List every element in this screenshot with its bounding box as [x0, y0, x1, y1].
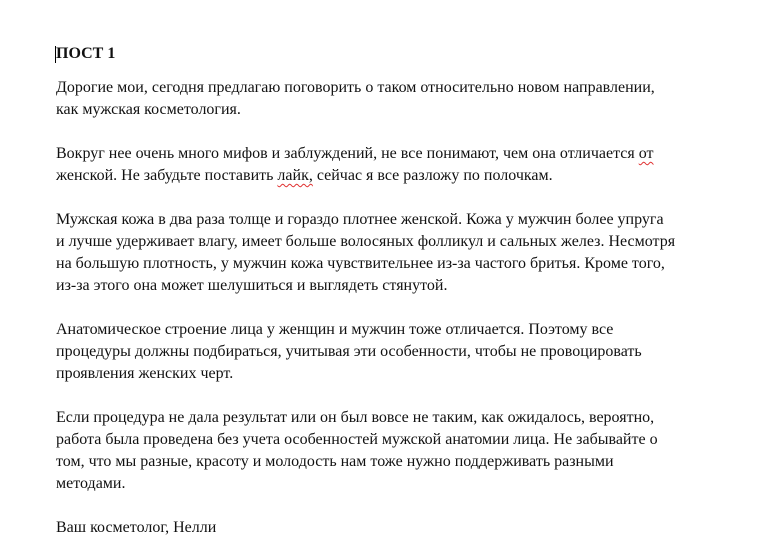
paragraph-4	[56, 319, 756, 385]
paragraph-line	[56, 143, 756, 165]
paragraph-2	[56, 143, 756, 187]
paragraph-3	[56, 209, 756, 297]
spellcheck-flagged-word[interactable]: лайк,	[277, 167, 313, 184]
paragraph-line: на большую плотность, у мужчин кожа чувствительнее из-за частого бритья. Кроме того,	[56, 255, 665, 272]
paragraph-line: работа была проведена без учета особенностей мужской анатомии лица. Не забывайте о	[56, 431, 658, 448]
paragraph-1	[56, 77, 756, 121]
text-segment: женской. Не забудьте поставить	[56, 167, 278, 184]
paragraph-line: методами.	[56, 475, 126, 492]
paragraph-line: Мужская кожа в два раза толще и гораздо плотнее женской. Кожа у мужчин более упруга	[56, 211, 664, 228]
paragraph-line: том, что мы разные, красоту и молодость нам тоже нужно поддерживать разными	[56, 453, 614, 470]
paragraph-line	[56, 165, 756, 187]
paragraph-line: из-за этого она может шелушиться и выглядеть стянутой.	[56, 277, 448, 294]
paragraph-5	[56, 407, 756, 495]
document-title	[56, 44, 756, 64]
paragraph-line: Анатомическое строение лица у женщин и мужчин тоже отличается. Поэтому все	[56, 321, 614, 338]
text-segment: Вокруг нее очень много мифов и заблуждений, не все понимают, чем она отличается	[56, 145, 639, 162]
document-page	[56, 44, 756, 539]
paragraph-line: проявления женских черт.	[56, 365, 234, 382]
paragraph-line: как мужская косметология.	[56, 101, 241, 118]
paragraph-line: Дорогие мои, сегодня предлагаю поговорить о таком относительно новом направлении,	[56, 79, 655, 96]
paragraph-line: Если процедура не дала результат или он был вовсе не таким, как ожидалось, вероятно,	[56, 409, 655, 426]
paragraph-line: процедуры должны подбираться, учитывая эти особенности, чтобы не провоцировать	[56, 343, 642, 360]
spellcheck-flagged-word[interactable]: от	[638, 145, 654, 162]
signature: Ваш косметолог, Нелли	[56, 519, 217, 536]
text-cursor	[55, 46, 56, 63]
text-segment: сейчас я все разложу по полочкам.	[312, 167, 553, 184]
paragraph-line: и лучше удерживает влагу, имеет больше волосяных фолликул и сальных желез. Несмотря	[56, 233, 676, 250]
document-title-text: ПОСТ 1	[56, 45, 116, 62]
